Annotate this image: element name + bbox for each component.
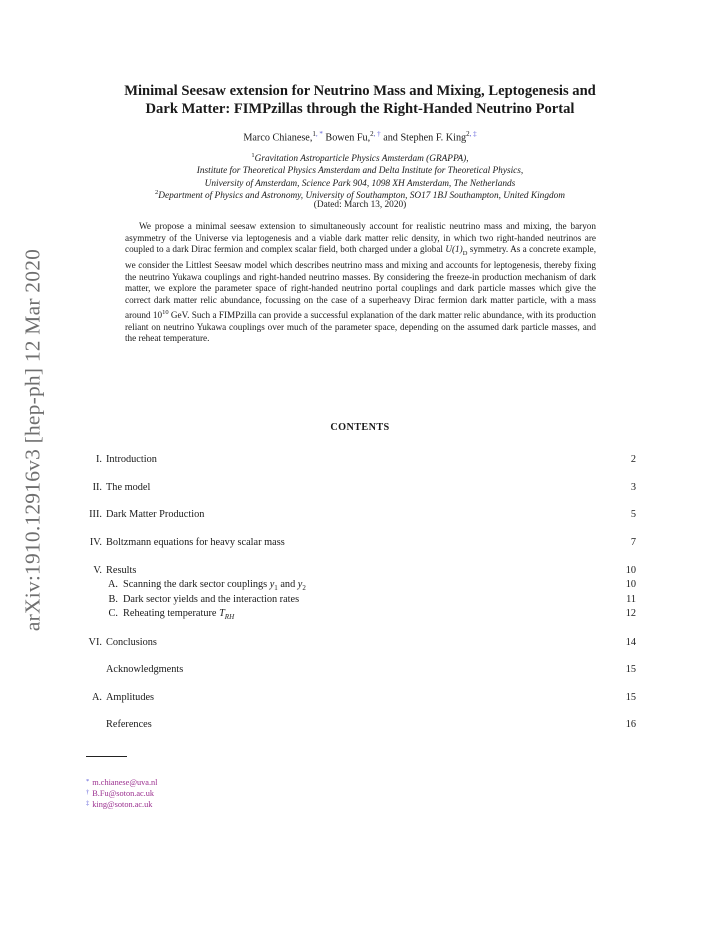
toc-entry[interactable]	[80, 536, 636, 550]
symmetry-symbol: U(1)	[445, 244, 463, 255]
toc-entry[interactable]	[80, 481, 636, 495]
footnote-mark: *	[86, 778, 90, 785]
toc-number: II.	[92, 482, 102, 493]
toc-page: 11	[626, 594, 636, 605]
affiliation-line: Gravitation Astroparticle Physics Amsterdam (GRAPPA),	[254, 154, 469, 165]
toc-title: Results	[106, 565, 137, 576]
author-name: Bowen Fu,	[325, 132, 371, 144]
toc-number: I.	[95, 454, 102, 465]
toc-page: 12	[625, 608, 636, 619]
toc-entry[interactable]	[80, 508, 636, 522]
toc-title: Boltzmann equations for heavy scalar mass	[106, 537, 285, 548]
arxiv-identifier: arXiv:1910.12916v3 [hep-ph] 12 Mar 2020	[20, 248, 45, 632]
email-link[interactable]: king@soton.ac.uk	[92, 800, 153, 809]
toc-page: 16	[625, 719, 636, 730]
affiliation-number: 1	[251, 152, 255, 159]
toc-title: Amplitudes	[106, 692, 155, 703]
toc-number: III.	[89, 509, 102, 520]
toc-title: Dark sector yields and the interaction rates	[123, 594, 300, 605]
toc-entry[interactable]	[80, 636, 636, 650]
abstract	[125, 221, 596, 345]
mass-exponent: 10	[162, 308, 169, 316]
author-list	[80, 130, 640, 143]
toc-subentry[interactable]	[80, 593, 636, 607]
toc-page: 15	[625, 664, 636, 675]
footnote	[86, 788, 154, 800]
author-affiliation-mark: 2	[370, 130, 374, 138]
toc-page: 2	[630, 454, 636, 465]
toc-number: B.	[108, 594, 118, 605]
toc-entry[interactable]	[80, 564, 636, 578]
author-footnote-link[interactable]: , †	[373, 130, 381, 138]
author-footnote-link[interactable]: , *	[315, 130, 323, 138]
author-name: Marco Chianese,	[243, 132, 313, 144]
footnote-divider	[86, 756, 127, 757]
toc-title: Scanning the dark sector couplings $y_1$ and $y_2$	[123, 579, 306, 593]
authors-conjunction: and	[383, 132, 398, 144]
contents-heading: CONTENTS	[330, 422, 390, 433]
author-name: Stephen F. King	[400, 132, 467, 144]
footnote-mark: †	[86, 789, 90, 796]
toc-title: Conclusions	[106, 637, 157, 648]
affiliation-line: University of Amsterdam, Science Park 904, 1098 XH Amsterdam, The Netherlands	[204, 178, 516, 189]
toc-title: References	[106, 719, 152, 730]
affiliation-1	[60, 150, 660, 190]
paper-title	[80, 82, 640, 118]
title-line-2: Dark Matter: FIMPzillas through the Right-Handed Neutrino Portal	[145, 101, 575, 117]
toc-entry[interactable]	[80, 691, 636, 705]
toc-title: Acknowledgments	[106, 664, 184, 675]
affiliation-number: 2	[155, 189, 159, 196]
email-link[interactable]: B.Fu@soton.ac.uk	[92, 789, 155, 798]
affiliation-line: Institute for Theoretical Physics Amsterdam and Delta Institute for Theoretical Physics,	[196, 166, 524, 177]
toc-title: Reheating temperature $T_{RH}$	[123, 608, 235, 622]
email-link[interactable]: m.chianese@uva.nl	[92, 778, 158, 787]
abstract-text: symmetry. As a concrete example, we consider the Littlest Seesaw model which describes neutrino mass and mixing and accounts for leptogenesis, thereby fixing the neutrino Yukawa couplings and right-handed neutrino masses. By considering the freeze-in production mechanism of dark matter, we explore the parameter space of right-handed neutrino portal couplings and dark particle masses which give the correct dark matter relic abundance, focussing on the case of a superheavy Dirac fermion dark matter particle, with a mass around 10	[125, 244, 596, 320]
toc-subentry[interactable]	[80, 607, 636, 621]
toc-title: Dark Matter Production	[106, 509, 205, 520]
toc-page: 5	[630, 509, 636, 520]
toc-number: VI.	[88, 637, 102, 648]
toc-title: Introduction	[106, 454, 157, 465]
abstract-text: GeV. Such a FIMPzilla can provide a successful explanation of the dark matter relic abundance, with its production reliant on neutrino Yukawa couplings over much of the parameter space, depending on the assumed dark particle masses, and the reheat temperature.	[125, 309, 596, 344]
footnote-mark: ‡	[86, 800, 90, 807]
symmetry-subscript: D	[462, 250, 468, 258]
title-line-1: Minimal Seesaw extension for Neutrino Mass and Mixing, Leptogenesis and	[124, 83, 596, 99]
toc-number: A.	[107, 579, 118, 590]
author-footnote-link[interactable]: , ‡	[469, 130, 477, 138]
date-line: (Dated: March 13, 2020)	[313, 200, 407, 210]
toc-page: 10	[625, 565, 636, 576]
toc-subentry[interactable]	[80, 578, 636, 592]
affiliation-line: Department of Physics and Astronomy, University of Southampton, SO17 1BJ Southampton, United Kingdom	[158, 191, 565, 202]
toc-page: 7	[630, 537, 636, 548]
toc-entry[interactable]	[80, 718, 636, 732]
toc-number: A.	[91, 692, 102, 703]
toc-number: C.	[108, 608, 118, 619]
toc-entry[interactable]	[80, 663, 636, 677]
footnote	[86, 777, 158, 789]
toc-number: IV.	[89, 537, 102, 548]
author-affiliation-mark: 2	[466, 130, 470, 138]
toc-title: The model	[106, 482, 151, 493]
footnote	[86, 799, 152, 811]
toc-page: 3	[630, 482, 636, 493]
toc-page: 10	[625, 579, 636, 590]
abstract-text: We propose a minimal seesaw extension to simultaneously account for realistic neutrino mass and mixing, the baryon asymmetry of the Universe via leptogenesis and a viable dark matter relic density, in which two right-handed neutrinos are coupled to a dark Dirac fermion and complex scalar field, both charged under a global	[125, 221, 596, 255]
arxiv-sidebar	[18, 240, 48, 640]
toc-page: 15	[625, 692, 636, 703]
toc-number: V.	[93, 565, 102, 576]
toc-entry[interactable]	[80, 453, 636, 467]
toc-page: 14	[625, 637, 636, 648]
author-affiliation-mark: 1	[312, 130, 316, 138]
